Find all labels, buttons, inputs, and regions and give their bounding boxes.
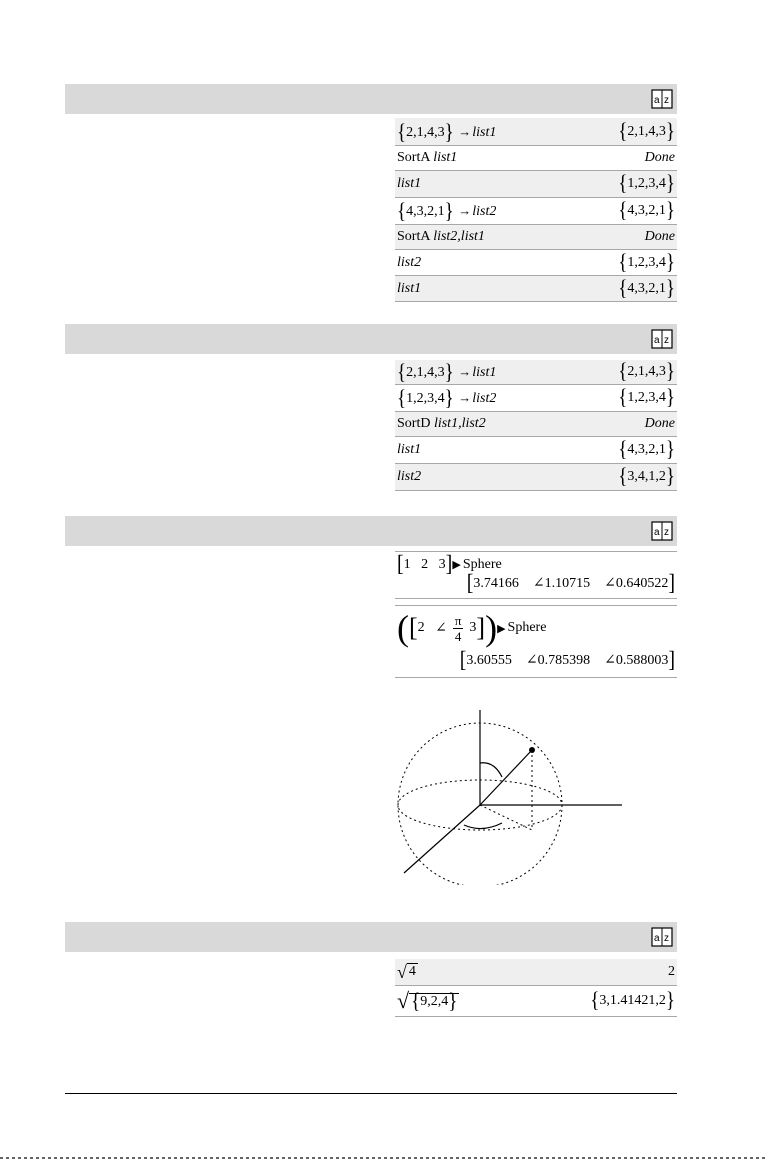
example-row: SortA list2,list1 Done (395, 225, 677, 250)
sphere-examples (395, 551, 677, 678)
radius-vector (480, 750, 532, 805)
example-row (395, 605, 677, 678)
x-axis (404, 805, 480, 873)
sqrt-examples (395, 959, 677, 1017)
example-row: list1 {4,3,2,1} (395, 437, 677, 464)
svg-text:z: z (664, 335, 669, 346)
sorta-examples (395, 118, 677, 302)
point-marker (529, 747, 535, 753)
sphere-input-2: ( [ 2 ∠ π 4 3 ] ) ▶ Sphere (397, 608, 547, 648)
example-row: {2,1,4,3} →list1 {2,1,4,3} (397, 359, 675, 385)
page-edge-dashes (0, 1157, 765, 1159)
sqrt-symbol: √ {9,2,4} (397, 988, 458, 1014)
example-row: {2,1,4,3} →list1 {2,1,4,3} (397, 119, 675, 145)
section-header-sortd (65, 324, 677, 354)
example-row: list1 {1,2,3,4} (395, 171, 677, 198)
svg-text:z: z (664, 933, 669, 944)
example-row: SortA list1 Done (395, 146, 677, 171)
section-header-sqrt (65, 922, 677, 952)
svg-text:z: z (664, 527, 669, 538)
section-header-sorta (65, 84, 677, 114)
svg-text:z: z (664, 95, 669, 106)
section-header-sphere (65, 516, 677, 546)
catalog-book-icon (651, 88, 673, 110)
example-row: √ {9,2,4} {3,1.41421,2} (395, 986, 677, 1017)
catalog-book-icon (651, 926, 673, 948)
example-row: list2 {3,4,1,2} (395, 464, 677, 491)
example-row: list2 {1,2,3,4} (397, 250, 675, 275)
example-row: √ 4 2 (395, 959, 677, 986)
example-row (395, 551, 677, 599)
svg-text:a: a (654, 527, 660, 538)
example-row: list1 {4,3,2,1} (397, 276, 675, 301)
azimuth-angle-arc (464, 823, 502, 829)
page-footer-rule (65, 1093, 677, 1094)
catalog-book-icon (651, 328, 673, 350)
sphere-output-1: [3.74166 ∠1.10715 ∠0.640522] (466, 570, 675, 596)
sqrt-symbol: √ 4 (397, 962, 416, 982)
sortd-examples (395, 360, 677, 491)
spherical-coordinate-diagram (390, 705, 630, 885)
svg-text:a: a (654, 335, 660, 346)
svg-text:a: a (654, 95, 660, 106)
svg-text:a: a (654, 933, 660, 944)
example-row: {1,2,3,4} →list2 {1,2,3,4} (397, 385, 675, 411)
sphere-output-2: [3.60555 ∠0.785398 ∠0.588003] (459, 647, 675, 673)
sphere-input-1: [1 2 3]▶ Sphere (397, 551, 502, 577)
example-row: {4,3,2,1} →list2 {4,3,2,1} (397, 198, 675, 224)
catalog-book-icon (651, 520, 673, 542)
polar-angle-arc (480, 763, 502, 777)
example-row: SortD list1,list2 Done (395, 412, 677, 437)
